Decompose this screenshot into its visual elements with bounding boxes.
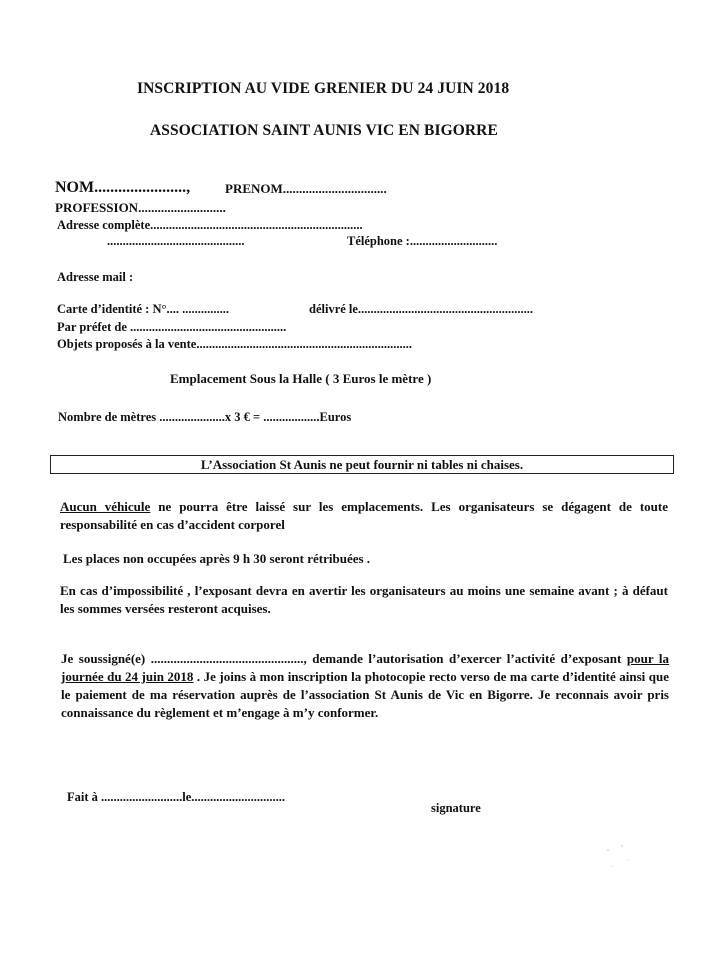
signature-label: signature bbox=[431, 801, 481, 815]
declaration-part1: Je soussigné(e) ..............................................., demande l’autorisation d’exercer l’activité d’exposant bbox=[61, 651, 627, 666]
rule-vehicule bbox=[60, 498, 668, 534]
notice-box bbox=[50, 455, 674, 474]
rule-vehicule-text: ne pourra être laissé sur les emplacements. Les organisateurs se dégagent de toute responsabilité en cas d’accident corporel bbox=[60, 499, 669, 532]
emplacement-heading: Emplacement Sous la Halle ( 3 Euros le mètre ) bbox=[170, 371, 432, 386]
declaration-part2: . Je joins à mon inscription la photocopie recto verso de ma carte d’identité ainsi que le paiement de ma réservation auprès de l’association St Aunis de Vic en Bigorre. Je reconnais avoir pris connaissance du règlement et m’engage à m’y conformer. bbox=[61, 669, 670, 720]
field-nom: NOM......................., bbox=[55, 179, 191, 196]
field-delivre: délivré le........................................................ bbox=[309, 302, 533, 316]
field-prefet: Par préfet de .................................................. bbox=[57, 320, 287, 334]
field-email: Adresse mail : bbox=[57, 270, 134, 284]
field-nombre-metres: Nombre de mètres .....................x 3 € = ..................Euros bbox=[58, 410, 352, 424]
field-telephone: Téléphone :............................ bbox=[347, 234, 498, 248]
rule-places: Les places non occupées après 9 h 30 seront rétribuées . bbox=[63, 551, 371, 566]
declaration-paragraph bbox=[61, 650, 669, 722]
scan-specks bbox=[598, 838, 638, 878]
rule-impossibilite: En cas d’impossibilité , l’exposant devra en avertir les organisateurs au moins une semaine avant ; à défaut les sommes versées resteront acquises. bbox=[60, 583, 668, 616]
field-fait-a: Fait à ..........................le.............................. bbox=[67, 790, 286, 804]
field-objets: Objets proposés à la vente..................................................................... bbox=[57, 337, 412, 351]
field-profession: PROFESSION........................... bbox=[55, 200, 226, 215]
notice-text: L’Association St Aunis ne peut fournir ni tables ni chaises. bbox=[200, 457, 524, 472]
field-adresse: Adresse complète.................................................................... bbox=[57, 218, 363, 232]
field-adresse-cont: ............................................ bbox=[107, 234, 245, 248]
rule-vehicule-underlined: Aucun véhicule bbox=[60, 499, 151, 514]
page-subtitle: ASSOCIATION SAINT AUNIS VIC EN BIGORRE bbox=[150, 122, 498, 139]
declaration-underlined: pour la journée du 24 juin 2018 bbox=[61, 651, 670, 684]
page-title: INSCRIPTION AU VIDE GRENIER DU 24 JUIN 2018 bbox=[137, 80, 510, 97]
field-prenom: PRENOM................................ bbox=[225, 181, 387, 196]
field-carte-identite: Carte d’identité : N°.... ............... bbox=[57, 302, 229, 316]
